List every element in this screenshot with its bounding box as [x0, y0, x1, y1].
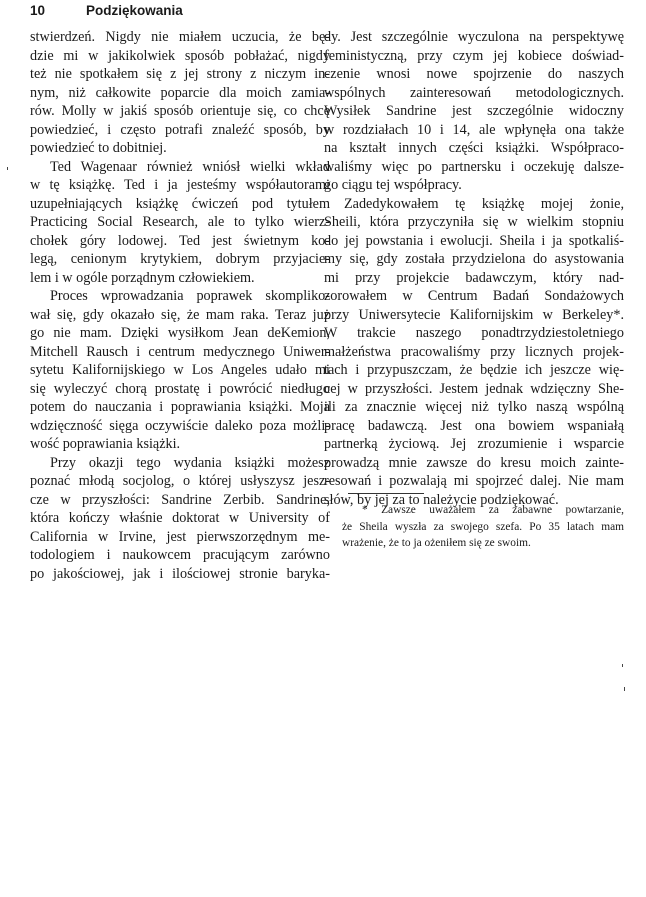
text-line: powiedzieć to dobitniej.: [30, 140, 167, 156]
text-line: powiedzieć, i często potrafi znaleźć sposób, by: [30, 121, 330, 138]
text-line: rów. Molly w jakiś sposób orientuje się, co chcę: [30, 103, 330, 119]
text-line: zorowałem w Centrum Badań Sondażowych: [324, 288, 624, 304]
text-line: wał się, gdy okazało się, że mam raka. Teraz już: [30, 306, 330, 323]
page-number: 10: [30, 3, 46, 18]
text-line: nym, niż całkowite poparcie dla moich zamia-: [30, 84, 330, 101]
text-line: Wysiłek Sandrine jest szczególnie widoczny: [324, 103, 624, 119]
text-line: partnerką życiową. Jej zrozumienie i wsparcie: [324, 436, 624, 452]
text-line: czenie wnosi nowe spojrzenie do naszych: [324, 66, 624, 82]
text-line: też nie spotkałem się z jej strony z niczym in-: [30, 66, 330, 82]
text-line: go ciągu tej współpracy.: [324, 177, 462, 193]
text-line: wspólnych zainteresowań metodologicznych.: [324, 84, 624, 101]
text-line: cej w przyszłości. Jestem jednak wdzięczny She-: [324, 380, 624, 397]
text-line: lem i w ogóle porządnym człowiekiem.: [30, 269, 255, 286]
text-line: dy. Jest szczególnie wyczulona na perspektywę: [324, 29, 624, 45]
text-line: dzie mi w jakikolwiek sposób pobłażać, nigdy: [30, 47, 330, 64]
text-line: wdzięczność sięga oczywiście daleko poza możli-: [30, 417, 330, 434]
text-line: Practicing Social Research, ale to tylko wierz-: [30, 214, 330, 230]
text-line: słów, by jej za to należycie podziękować.: [324, 491, 559, 508]
paragraph: [30, 158, 330, 288]
text-line: Proces wprowadzania poprawek skomplіko-: [50, 288, 330, 304]
text-line: my się, gdy została przydzielona do asystowania: [324, 251, 624, 267]
text-line: waliśmy więc po partnersku i oczekuję dalsze-: [324, 158, 624, 175]
text-line: wość poprawiania książki.: [30, 436, 181, 452]
text-line: resowań i pozwalają mi spojrzeć dalej. Nie mam: [324, 473, 624, 489]
paragraph: [30, 454, 330, 584]
text-line: która kończy właśnie doktorat w University of: [30, 510, 330, 526]
text-line: się wyleczyć chorą prostatę i powrócić niedługo: [30, 380, 330, 397]
footnote-divider: [348, 493, 424, 494]
section-title: Podziękowania: [86, 3, 183, 18]
running-header: [30, 3, 183, 18]
text-line: cze w przyszłości: Sandrine Zerbib. Sandrine,: [30, 491, 330, 508]
text-line: do jej powstania i ewolucji. Sheila i ja spotkaliś-: [324, 232, 624, 249]
text-line: Ted Wagenaar również wniósł wielki wkład: [50, 158, 330, 175]
text-line: mi przy projekcie badawczym, który nad-: [324, 269, 624, 286]
text-line: legą, cenionym krytykiem, dobrym przyjacie-: [30, 251, 330, 267]
text-line: w rozdziałach 10 i 14, ale wpłynęła ona także: [324, 121, 624, 138]
text-line: feministyczną, przy czym jej kobiece doświad-: [324, 47, 624, 64]
text-line: poznać młodą socjolog, o której usłyszysz jesz-: [30, 473, 330, 489]
text-line: todologiem i naukowcem pracującym zarówno: [30, 547, 330, 563]
paragraph: [30, 287, 330, 454]
paragraph: [324, 28, 624, 195]
paragraph: [324, 195, 624, 510]
left-column: [30, 28, 330, 583]
footnote: [342, 502, 624, 552]
scan-mark: [624, 687, 625, 691]
text-line: California w Irvine, jest pierwszorzędnym me-: [30, 528, 330, 545]
text-line: sytetu Kalifornijskiego w Los Angeles udało mi: [30, 362, 330, 378]
text-line: małżeństwa pracowaliśmy przy licznych projek-: [324, 343, 624, 360]
text-line: Mitchell Rausch i centrum medycznego Uniwer-: [30, 343, 330, 360]
text-line: przy Uniwersytecie Kalifornijskim w Berkeley*.: [324, 306, 624, 323]
text-line: Przy okazji tego wydania książki możesz: [50, 454, 330, 471]
footnote-line: wrażenie, że to ja ożeniłem się ze swoim.: [342, 537, 531, 549]
scan-mark: [622, 664, 623, 667]
text-line: Zadedykowałem tę książkę mojej żonie,: [344, 195, 624, 212]
text-line: tach i przypuszczam, że będzie ich jeszcze wię-: [324, 362, 624, 378]
text-line: go nie mam. Dzięki wysiłkom Jean deKemion,: [30, 325, 330, 341]
text-line: po jakościowej, jak i ilościowej stronie baryka-: [30, 565, 330, 582]
right-column: [324, 28, 624, 509]
text-line: stwierdzeń. Nigdy nie miałem uczucia, że bę-: [30, 29, 330, 45]
footnote-line: * Zawsze uważałem za zabawne powtarzanie,: [362, 504, 624, 516]
text-line: pracę badawczą. Jest ona bowiem wspaniałą: [324, 417, 624, 434]
text-line: na kształt innych części książki. Współpraco-: [324, 140, 624, 156]
text-line: W trakcie naszego ponadtrzydziestoletniego: [324, 325, 624, 341]
text-line: prowadzą mnie zawsze do kresu moich zainte-: [324, 454, 624, 471]
text-line: uzupełniających książkę ćwiczeń pod tytułem: [30, 195, 330, 212]
text-line: w tę książkę. Ted i ja jesteśmy współautorami: [30, 177, 330, 193]
text-line: potem do nauczania i poprawiania książki. Moja: [30, 399, 330, 415]
paragraph: [30, 28, 330, 158]
text-line: chołek góry lodowej. Ted jest świetnym ko-: [30, 232, 330, 249]
text-line: Sheili, która przyczyniła się w wielkim stopniu: [324, 214, 624, 230]
footnote-line: że Sheila wyszła za swojego szefa. Po 35 latach mam: [342, 520, 624, 533]
scan-mark: [7, 167, 8, 170]
text-line: ili za znacznie więcej niż tylko naszą wspólną: [324, 399, 624, 415]
